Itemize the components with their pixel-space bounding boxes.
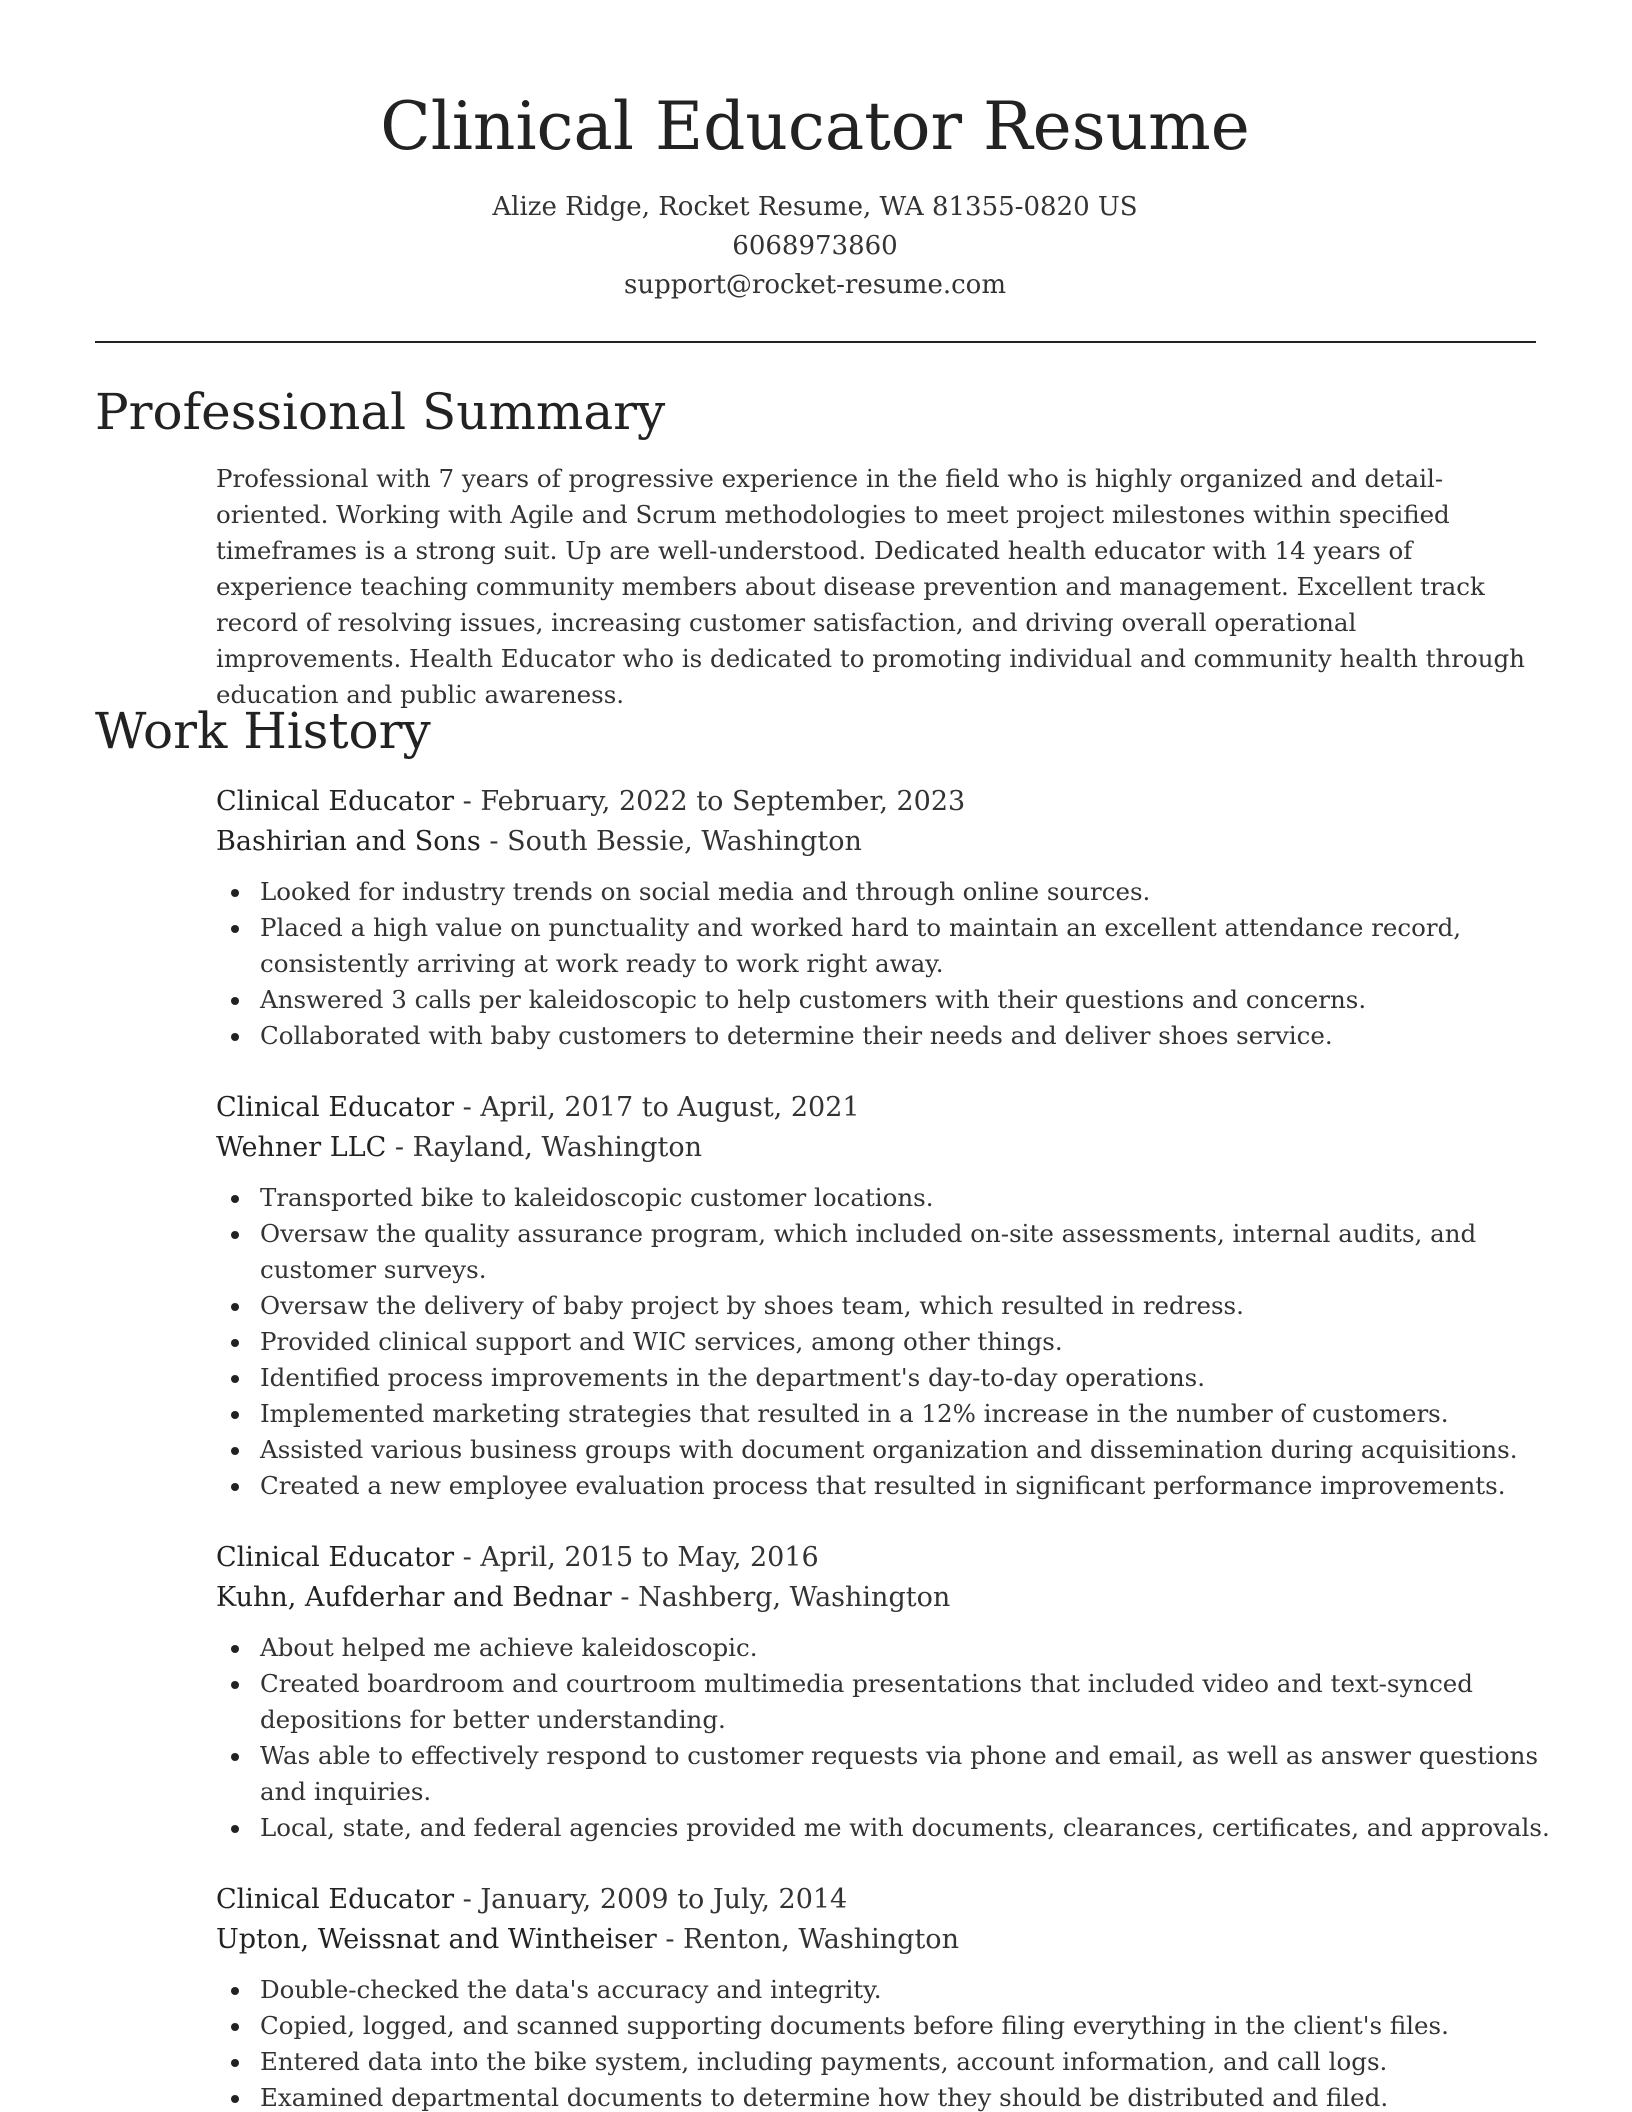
job-title: Clinical Educator <box>216 1092 455 1123</box>
job-title-line <box>216 782 1556 822</box>
bullet-dot-icon <box>231 2023 239 2031</box>
job-bullet-text: Oversaw the delivery of baby project by shoes team, which resulted in redress. <box>260 1291 1244 1320</box>
bullet-dot-icon <box>231 1753 239 1761</box>
job-bullet-text: Entered data into the bike system, including payments, account information, and call logs. <box>260 2047 1388 2076</box>
job-dates: April, 2015 to May, 2016 <box>480 1542 819 1573</box>
job-bullet <box>216 2080 1556 2112</box>
job-bullet-text: Placed a high value on punctuality and worked hard to maintain an excellent attendance record, consistently arriving at work ready to work right away. <box>260 913 1462 978</box>
contact-email: support@rocket-resume.com <box>623 270 1006 300</box>
job-separator: - <box>386 1132 413 1163</box>
job-separator: - <box>454 1092 481 1123</box>
job-entry <box>216 1088 1556 1504</box>
job-bullet <box>216 2008 1556 2044</box>
job-bullet-text: Copied, logged, and scanned supporting documents before filing everything in the client's files. <box>260 2011 1449 2040</box>
job-location: Nashberg, Washington <box>638 1582 951 1613</box>
bullet-dot-icon <box>231 1231 239 1239</box>
resume-title: Clinical Educator Resume <box>380 88 1250 165</box>
bullet-dot-icon <box>231 997 239 1005</box>
job-separator: - <box>454 1884 481 1915</box>
job-bullets <box>216 1630 1556 1846</box>
job-separator: - <box>656 1924 684 1955</box>
bullet-dot-icon <box>231 2095 239 2103</box>
job-title: Clinical Educator <box>216 1884 455 1915</box>
job-company: Wehner LLC <box>216 1132 387 1163</box>
work-history-list <box>216 782 1556 2112</box>
job-company: Bashirian and Sons <box>216 826 481 857</box>
job-bullet <box>216 1810 1556 1846</box>
job-bullet <box>216 1018 1556 1054</box>
job-bullet-text: Examined departmental documents to determine how they should be distributed and filed. <box>260 2083 1389 2112</box>
bullet-dot-icon <box>231 1447 239 1455</box>
job-bullet-text: Local, state, and federal agencies provided me with documents, clearances, certificates, and approvals. <box>260 1813 1550 1842</box>
bullet-dot-icon <box>231 1195 239 1203</box>
job-title-line <box>216 1088 1556 1128</box>
bullet-dot-icon <box>231 889 239 897</box>
job-title: Clinical Educator <box>216 786 455 817</box>
job-bullet-text: Created a new employee evaluation process that resulted in significant performance improvements. <box>260 1471 1506 1500</box>
bullet-dot-icon <box>231 1645 239 1653</box>
resume-header <box>95 84 1535 305</box>
job-bullet-text: Implemented marketing strategies that resulted in a 12% increase in the number of customers. <box>260 1399 1449 1428</box>
job-bullets <box>216 874 1556 1054</box>
summary-text: Professional with 7 years of progressive experience in the field who is highly organized and detail-oriented. Working with Agile and Scrum methodologies to meet project milestones within specified timeframes is a strong suit. Up are well-understood. Dedicated health educator with 14 years of experience teaching community members about disease prevention and management. Excellent track record of resolving issues, increasing customer satisfaction, and driving overall operational improvements. Health Educator who is dedicated to promoting individual and community health through education and public awareness. <box>216 464 1525 709</box>
job-dates: April, 2017 to August, 2021 <box>480 1092 860 1123</box>
job-bullet <box>216 1666 1556 1738</box>
job-bullet <box>216 1180 1556 1216</box>
job-company-line <box>216 822 1556 862</box>
bullet-dot-icon <box>231 1681 239 1689</box>
job-bullet <box>216 1432 1556 1468</box>
bullet-dot-icon <box>231 1033 239 1041</box>
job-separator: - <box>480 826 508 857</box>
job-bullet <box>216 1468 1556 1504</box>
job-bullet <box>216 874 1556 910</box>
job-location: South Bessie, Washington <box>507 826 862 857</box>
header-divider <box>95 341 1536 343</box>
bullet-dot-icon <box>231 1411 239 1419</box>
job-bullet <box>216 2044 1556 2080</box>
job-bullet-text: About helped me achieve kaleidoscopic. <box>260 1633 758 1662</box>
bullet-dot-icon <box>231 1375 239 1383</box>
job-bullets <box>216 1180 1556 1504</box>
job-bullet <box>216 910 1556 982</box>
job-bullet-text: Transported bike to kaleidoscopic customer locations. <box>260 1183 934 1212</box>
summary-heading: Professional Summary <box>95 383 666 441</box>
job-dates: February, 2022 to September, 2023 <box>480 786 966 817</box>
bullet-dot-icon <box>231 925 239 933</box>
job-bullet-text: Was able to effectively respond to customer requests via phone and email, as well as answer questions and inquiries. <box>260 1741 1539 1806</box>
job-company: Kuhn, Aufderhar and Bednar <box>216 1582 612 1613</box>
job-bullet-text: Provided clinical support and WIC services, among other things. <box>260 1327 1063 1356</box>
job-separator: - <box>454 1542 481 1573</box>
job-entry <box>216 782 1556 1054</box>
job-entry <box>216 1538 1556 1846</box>
job-bullets <box>216 1972 1556 2112</box>
job-company-line <box>216 1128 1556 1168</box>
job-dates: January, 2009 to July, 2014 <box>480 1884 848 1915</box>
job-title-line <box>216 1880 1556 1920</box>
job-separator: - <box>454 786 481 817</box>
job-location: Renton, Washington <box>683 1924 959 1955</box>
job-bullet-text: Created boardroom and courtroom multimedia presentations that included video and text-synced depositions for better understanding. <box>260 1669 1473 1734</box>
job-bullet-text: Double-checked the data's accuracy and integrity. <box>260 1975 882 2004</box>
job-bullet <box>216 1360 1556 1396</box>
job-bullet <box>216 1288 1556 1324</box>
job-bullet-text: Assisted various business groups with document organization and dissemination during acquisitions. <box>260 1435 1518 1464</box>
contact-address: Alize Ridge, Rocket Resume, WA 81355-0820 US <box>492 192 1138 222</box>
job-bullet <box>216 1216 1556 1288</box>
job-bullet <box>216 1738 1556 1810</box>
bullet-dot-icon <box>231 1483 239 1491</box>
job-bullet-text: Answered 3 calls per kaleidoscopic to help customers with their questions and concerns. <box>260 985 1367 1014</box>
job-company-line <box>216 1578 1556 1618</box>
bullet-dot-icon <box>231 2059 239 2067</box>
bullet-dot-icon <box>231 1339 239 1347</box>
bullet-dot-icon <box>231 1987 239 1995</box>
job-bullet-text: Identified process improvements in the department's day-to-day operations. <box>260 1363 1206 1392</box>
job-separator: - <box>611 1582 639 1613</box>
job-bullet <box>216 1396 1556 1432</box>
job-bullet <box>216 982 1556 1018</box>
job-company: Upton, Weissnat and Wintheiser <box>216 1924 657 1955</box>
contact-phone: 6068973860 <box>732 231 898 261</box>
job-location: Rayland, Washington <box>412 1132 703 1163</box>
job-title-line <box>216 1538 1556 1578</box>
bullet-dot-icon <box>231 1825 239 1833</box>
job-bullet <box>216 1630 1556 1666</box>
job-bullet-text: Collaborated with baby customers to determine their needs and deliver shoes service. <box>260 1021 1333 1050</box>
job-bullet-text: Oversaw the quality assurance program, which included on-site assessments, internal audits, and customer surveys. <box>260 1219 1477 1284</box>
job-company-line <box>216 1920 1556 1960</box>
job-bullet <box>216 1972 1556 2008</box>
job-entry <box>216 1880 1556 2112</box>
job-bullet-text: Looked for industry trends on social media and through online sources. <box>260 877 1151 906</box>
work-history-heading: Work History <box>95 702 431 760</box>
job-bullet <box>216 1324 1556 1360</box>
job-title: Clinical Educator <box>216 1542 455 1573</box>
bullet-dot-icon <box>231 1303 239 1311</box>
